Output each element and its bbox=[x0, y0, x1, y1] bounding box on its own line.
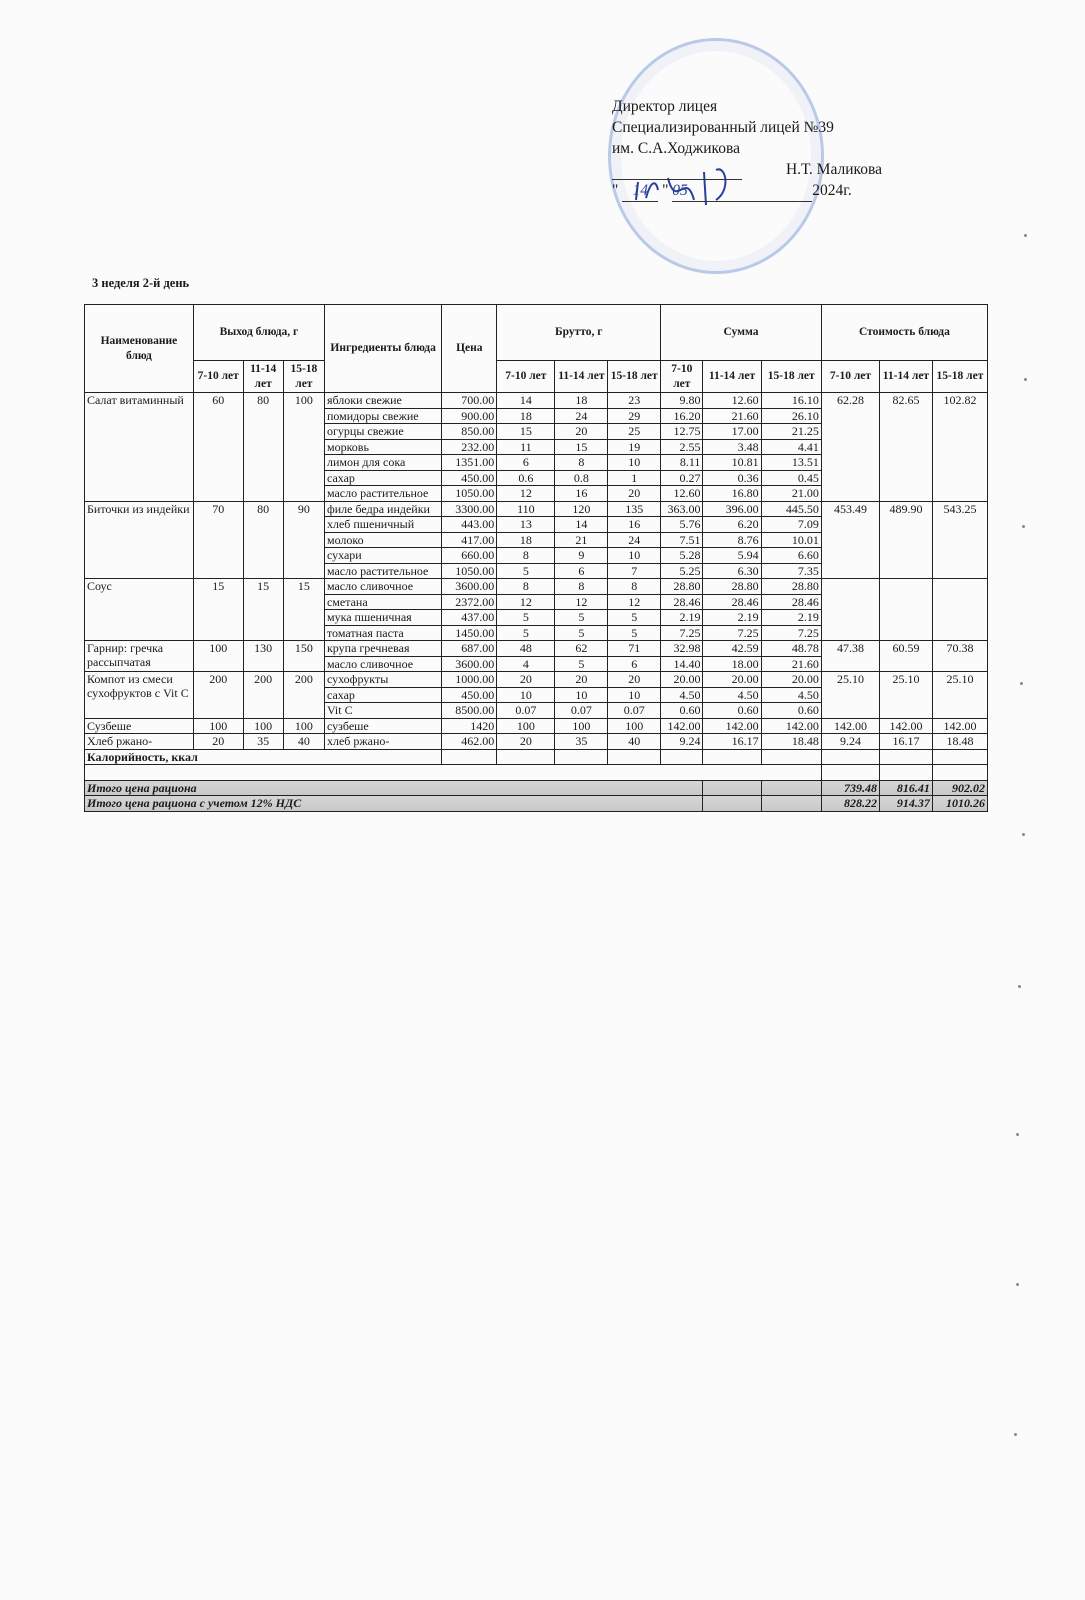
dish-output: 200 bbox=[283, 672, 324, 719]
brutto-value: 20 bbox=[608, 672, 661, 688]
sum-value: 7.25 bbox=[661, 625, 703, 641]
age-header: 15-18 лет bbox=[932, 361, 987, 393]
brutto-value: 7 bbox=[608, 563, 661, 579]
header-row-2 bbox=[85, 361, 988, 393]
sum-value: 142.00 bbox=[703, 718, 761, 734]
ingredient-price: 8500.00 bbox=[442, 703, 497, 719]
sum-value: 2.19 bbox=[703, 610, 761, 626]
dish-cost: 62.28 bbox=[821, 393, 879, 502]
brutto-value: 20 bbox=[608, 486, 661, 502]
ingredient-name: Vit C bbox=[324, 703, 441, 719]
brutto-value: 14 bbox=[497, 393, 555, 409]
sum-value: 28.46 bbox=[761, 594, 821, 610]
sum-value: 6.30 bbox=[703, 563, 761, 579]
sum-value: 5.25 bbox=[661, 563, 703, 579]
dish-cost: 25.10 bbox=[880, 672, 933, 719]
sum-value: 6.60 bbox=[761, 548, 821, 564]
brutto-value: 15 bbox=[555, 439, 608, 455]
scan-speck bbox=[1024, 378, 1027, 381]
scan-speck bbox=[1014, 1433, 1017, 1436]
brutto-value: 0.07 bbox=[497, 703, 555, 719]
ingredient-name: молоко bbox=[324, 532, 441, 548]
sum-value: 26.10 bbox=[761, 408, 821, 424]
approval-block bbox=[612, 96, 882, 202]
col-cost: Стоимость блюда bbox=[821, 305, 987, 361]
sum-value: 18.00 bbox=[703, 656, 761, 672]
brutto-value: 100 bbox=[555, 718, 608, 734]
sum-value: 3.48 bbox=[703, 439, 761, 455]
sum-value: 8.11 bbox=[661, 455, 703, 471]
sum-value: 20.00 bbox=[703, 672, 761, 688]
dish-cost: 25.10 bbox=[821, 672, 879, 719]
dish-cost: 16.17 bbox=[880, 734, 933, 750]
brutto-value: 12 bbox=[497, 486, 555, 502]
dish-output: 100 bbox=[283, 393, 324, 502]
ingredient-row bbox=[85, 501, 988, 517]
brutto-value: 20 bbox=[497, 672, 555, 688]
ingredient-row bbox=[85, 393, 988, 409]
sum-value: 21.25 bbox=[761, 424, 821, 440]
brutto-value: 9 bbox=[555, 548, 608, 564]
brutto-value: 120 bbox=[555, 501, 608, 517]
sum-value: 28.46 bbox=[703, 594, 761, 610]
ingredient-price: 1420 bbox=[442, 718, 497, 734]
brutto-value: 5 bbox=[608, 610, 661, 626]
sum-value: 28.80 bbox=[703, 579, 761, 595]
brutto-value: 0.07 bbox=[608, 703, 661, 719]
dish-cost: 9.24 bbox=[821, 734, 879, 750]
date-month: 05 bbox=[672, 180, 812, 202]
brutto-value: 19 bbox=[608, 439, 661, 455]
director-name: Н.Т. Маликова bbox=[785, 161, 882, 178]
dish-cost: 25.10 bbox=[932, 672, 987, 719]
col-output: Выход блюда, г bbox=[193, 305, 324, 361]
sum-value: 0.60 bbox=[661, 703, 703, 719]
brutto-value: 12 bbox=[497, 594, 555, 610]
sum-value: 9.80 bbox=[661, 393, 703, 409]
dish-output: 150 bbox=[283, 641, 324, 672]
sum-value: 12.75 bbox=[661, 424, 703, 440]
ingredient-price: 3300.00 bbox=[442, 501, 497, 517]
dish-name: Биточки из индейки bbox=[85, 501, 194, 579]
brutto-value: 10 bbox=[608, 455, 661, 471]
brutto-value: 18 bbox=[497, 408, 555, 424]
age-header: 11-14 лет bbox=[243, 361, 283, 393]
brutto-value: 25 bbox=[608, 424, 661, 440]
sum-value: 6.20 bbox=[703, 517, 761, 533]
ingredient-name: сухари bbox=[324, 548, 441, 564]
school-named-after: им. С.А.Ходжикова bbox=[612, 140, 741, 157]
ingredient-price: 1351.00 bbox=[442, 455, 497, 471]
dish-name: Салат витаминный bbox=[85, 393, 194, 502]
dish-output: 90 bbox=[283, 501, 324, 579]
total-vat-value: 1010.26 bbox=[932, 796, 987, 812]
dish-output: 80 bbox=[243, 501, 283, 579]
calories-label: Калорийность, ккал bbox=[85, 749, 442, 765]
brutto-value: 8 bbox=[555, 455, 608, 471]
spacer-row bbox=[85, 765, 988, 781]
brutto-value: 20 bbox=[555, 424, 608, 440]
ingredient-name: яблоки свежие bbox=[324, 393, 441, 409]
dish-cost: 453.49 bbox=[821, 501, 879, 579]
sum-value: 4.41 bbox=[761, 439, 821, 455]
scan-speck bbox=[1016, 1133, 1019, 1136]
ingredient-name: масло растительное bbox=[324, 486, 441, 502]
menu-body bbox=[85, 393, 988, 750]
dish-cost: 82.65 bbox=[880, 393, 933, 502]
brutto-value: 18 bbox=[497, 532, 555, 548]
ingredient-price: 660.00 bbox=[442, 548, 497, 564]
sum-value: 17.00 bbox=[703, 424, 761, 440]
brutto-value: 48 bbox=[497, 641, 555, 657]
menu-table bbox=[84, 304, 988, 812]
dish-output: 100 bbox=[243, 718, 283, 734]
brutto-value: 12 bbox=[608, 594, 661, 610]
sum-value: 2.55 bbox=[661, 439, 703, 455]
dish-output: 70 bbox=[193, 501, 243, 579]
sum-value: 0.45 bbox=[761, 470, 821, 486]
dish-cost: 18.48 bbox=[932, 734, 987, 750]
col-price: Цена bbox=[442, 305, 497, 393]
dish-output: 40 bbox=[283, 734, 324, 750]
ingredient-name: хлеб пшеничный bbox=[324, 517, 441, 533]
brutto-value: 14 bbox=[555, 517, 608, 533]
dish-cost: 70.38 bbox=[932, 641, 987, 672]
sum-value: 445.50 bbox=[761, 501, 821, 517]
age-header: 7-10 лет bbox=[497, 361, 555, 393]
sum-value: 142.00 bbox=[761, 718, 821, 734]
brutto-value: 16 bbox=[608, 517, 661, 533]
brutto-value: 5 bbox=[555, 610, 608, 626]
sum-value: 7.35 bbox=[761, 563, 821, 579]
sum-value: 363.00 bbox=[661, 501, 703, 517]
ingredient-name: масло растительное bbox=[324, 563, 441, 579]
brutto-value: 15 bbox=[497, 424, 555, 440]
total-value: 816.41 bbox=[880, 780, 933, 796]
brutto-value: 8 bbox=[497, 579, 555, 595]
dish-cost: 60.59 bbox=[880, 641, 933, 672]
brutto-value: 20 bbox=[497, 734, 555, 750]
sum-value: 21.60 bbox=[703, 408, 761, 424]
total-vat-label: Итого цена рациона с учетом 12% НДС bbox=[85, 796, 703, 812]
sum-value: 16.10 bbox=[761, 393, 821, 409]
dish-output: 200 bbox=[243, 672, 283, 719]
scan-speck bbox=[1016, 1283, 1019, 1286]
brutto-value: 5 bbox=[497, 625, 555, 641]
ingredient-price: 1050.00 bbox=[442, 486, 497, 502]
dish-cost: 543.25 bbox=[932, 501, 987, 579]
ingredient-row bbox=[85, 672, 988, 688]
brutto-value: 29 bbox=[608, 408, 661, 424]
sum-value: 7.25 bbox=[703, 625, 761, 641]
sum-value: 13.51 bbox=[761, 455, 821, 471]
brutto-value: 13 bbox=[497, 517, 555, 533]
sum-value: 0.27 bbox=[661, 470, 703, 486]
brutto-value: 40 bbox=[608, 734, 661, 750]
col-dish-name: Наименование блюд bbox=[85, 305, 194, 393]
age-header: 7-10 лет bbox=[193, 361, 243, 393]
age-header: 15-18 лет bbox=[283, 361, 324, 393]
brutto-value: 5 bbox=[497, 610, 555, 626]
brutto-value: 5 bbox=[555, 625, 608, 641]
brutto-value: 0.07 bbox=[555, 703, 608, 719]
brutto-value: 5 bbox=[608, 625, 661, 641]
ingredient-price: 450.00 bbox=[442, 470, 497, 486]
brutto-value: 8 bbox=[497, 548, 555, 564]
sum-value: 48.78 bbox=[761, 641, 821, 657]
brutto-value: 11 bbox=[497, 439, 555, 455]
ingredient-name: огурцы свежие bbox=[324, 424, 441, 440]
ingredient-price: 900.00 bbox=[442, 408, 497, 424]
sum-value: 4.50 bbox=[761, 687, 821, 703]
sum-value: 32.98 bbox=[661, 641, 703, 657]
sum-value: 7.51 bbox=[661, 532, 703, 548]
ingredient-price: 1000.00 bbox=[442, 672, 497, 688]
dish-output: 15 bbox=[193, 579, 243, 641]
week-title: 3 неделя 2-й день bbox=[92, 276, 190, 290]
dish-name: Соус bbox=[85, 579, 194, 641]
dish-output: 60 bbox=[193, 393, 243, 502]
dish-cost: 47.38 bbox=[821, 641, 879, 672]
sum-value: 0.60 bbox=[703, 703, 761, 719]
brutto-value: 1 bbox=[608, 470, 661, 486]
brutto-value: 24 bbox=[555, 408, 608, 424]
approval-date: " 14 " 05 2024г. bbox=[612, 180, 882, 202]
ingredient-name: сахар bbox=[324, 470, 441, 486]
total-vat-value: 828.22 bbox=[821, 796, 879, 812]
sum-value: 12.60 bbox=[661, 486, 703, 502]
brutto-value: 18 bbox=[555, 393, 608, 409]
brutto-value: 10 bbox=[608, 548, 661, 564]
brutto-value: 12 bbox=[555, 594, 608, 610]
sum-value: 4.50 bbox=[703, 687, 761, 703]
dish-output: 35 bbox=[243, 734, 283, 750]
ingredient-row bbox=[85, 734, 988, 750]
sum-value: 5.76 bbox=[661, 517, 703, 533]
dish-cost bbox=[821, 579, 879, 641]
brutto-value: 0.6 bbox=[497, 470, 555, 486]
brutto-value: 62 bbox=[555, 641, 608, 657]
brutto-value: 35 bbox=[555, 734, 608, 750]
sum-value: 16.20 bbox=[661, 408, 703, 424]
brutto-value: 100 bbox=[608, 718, 661, 734]
ingredient-name: лимон для сока bbox=[324, 455, 441, 471]
dish-output: 130 bbox=[243, 641, 283, 672]
sum-value: 4.50 bbox=[661, 687, 703, 703]
ingredient-name: хлеб ржано- bbox=[324, 734, 441, 750]
ingredient-price: 1050.00 bbox=[442, 563, 497, 579]
sum-value: 28.46 bbox=[661, 594, 703, 610]
total-vat-row bbox=[85, 796, 988, 812]
age-header: 11-14 лет bbox=[555, 361, 608, 393]
total-row bbox=[85, 780, 988, 796]
age-header: 15-18 лет bbox=[761, 361, 821, 393]
director-title: Директор лицея bbox=[612, 98, 718, 115]
brutto-value: 23 bbox=[608, 393, 661, 409]
brutto-value: 24 bbox=[608, 532, 661, 548]
total-value: 902.02 bbox=[932, 780, 987, 796]
age-header: 11-14 лет bbox=[880, 361, 933, 393]
brutto-value: 71 bbox=[608, 641, 661, 657]
brutto-value: 6 bbox=[608, 656, 661, 672]
dish-output: 80 bbox=[243, 393, 283, 502]
sum-value: 7.09 bbox=[761, 517, 821, 533]
age-header: 15-18 лет bbox=[608, 361, 661, 393]
brutto-value: 21 bbox=[555, 532, 608, 548]
sum-value: 10.81 bbox=[703, 455, 761, 471]
dish-cost bbox=[880, 579, 933, 641]
total-value: 739.48 bbox=[821, 780, 879, 796]
scan-speck bbox=[1022, 525, 1025, 528]
dish-cost: 489.90 bbox=[880, 501, 933, 579]
sum-value: 5.94 bbox=[703, 548, 761, 564]
dish-output: 15 bbox=[283, 579, 324, 641]
ingredient-row bbox=[85, 718, 988, 734]
sum-value: 9.24 bbox=[661, 734, 703, 750]
scan-speck bbox=[1018, 985, 1021, 988]
ingredient-name: томатная паста bbox=[324, 625, 441, 641]
ingredient-name: сузбеше bbox=[324, 718, 441, 734]
ingredient-name: морковь bbox=[324, 439, 441, 455]
dish-name: Хлеб ржано- bbox=[85, 734, 194, 750]
ingredient-name: крупа гречневая bbox=[324, 641, 441, 657]
total-label: Итого цена рациона bbox=[85, 780, 703, 796]
dish-cost: 102.82 bbox=[932, 393, 987, 502]
sum-value: 42.59 bbox=[703, 641, 761, 657]
dish-output: 20 bbox=[193, 734, 243, 750]
ingredient-price: 232.00 bbox=[442, 439, 497, 455]
sum-value: 5.28 bbox=[661, 548, 703, 564]
total-vat-value: 914.37 bbox=[880, 796, 933, 812]
sum-value: 16.17 bbox=[703, 734, 761, 750]
sum-value: 18.48 bbox=[761, 734, 821, 750]
ingredient-name: сметана bbox=[324, 594, 441, 610]
brutto-value: 10 bbox=[555, 687, 608, 703]
ingredient-price: 417.00 bbox=[442, 532, 497, 548]
ingredient-price: 3600.00 bbox=[442, 579, 497, 595]
school-name: Специализированный лицей №39 bbox=[612, 119, 834, 136]
brutto-value: 8 bbox=[555, 579, 608, 595]
dish-name: Гарнир: гречка рассыпчатая bbox=[85, 641, 194, 672]
ingredient-name: сухофрукты bbox=[324, 672, 441, 688]
ingredient-price: 700.00 bbox=[442, 393, 497, 409]
sum-value: 20.00 bbox=[661, 672, 703, 688]
sum-value: 21.00 bbox=[761, 486, 821, 502]
dish-name: Компот из смеси сухофруктов с Vit C bbox=[85, 672, 194, 719]
dish-cost bbox=[932, 579, 987, 641]
ingredient-name: помидоры свежие bbox=[324, 408, 441, 424]
brutto-value: 10 bbox=[608, 687, 661, 703]
ingredient-name: сахар bbox=[324, 687, 441, 703]
sum-value: 2.19 bbox=[661, 610, 703, 626]
sum-value: 0.60 bbox=[761, 703, 821, 719]
ingredient-name: масло сливочное bbox=[324, 579, 441, 595]
dish-output: 15 bbox=[243, 579, 283, 641]
dish-cost: 142.00 bbox=[821, 718, 879, 734]
ingredient-row bbox=[85, 579, 988, 595]
brutto-value: 6 bbox=[555, 563, 608, 579]
ingredient-price: 443.00 bbox=[442, 517, 497, 533]
ingredient-name: мука пшеничная bbox=[324, 610, 441, 626]
brutto-value: 5 bbox=[555, 656, 608, 672]
ingredient-price: 1450.00 bbox=[442, 625, 497, 641]
header-row-1 bbox=[85, 305, 988, 361]
sum-value: 7.25 bbox=[761, 625, 821, 641]
ingredient-row bbox=[85, 641, 988, 657]
brutto-value: 5 bbox=[497, 563, 555, 579]
age-header: 7-10 лет bbox=[661, 361, 703, 393]
brutto-value: 110 bbox=[497, 501, 555, 517]
brutto-value: 0.8 bbox=[555, 470, 608, 486]
col-ingredients: Ингредиенты блюда bbox=[324, 305, 441, 393]
ingredient-price: 850.00 bbox=[442, 424, 497, 440]
brutto-value: 16 bbox=[555, 486, 608, 502]
scan-speck bbox=[1022, 833, 1025, 836]
sum-value: 28.80 bbox=[661, 579, 703, 595]
ingredient-price: 2372.00 bbox=[442, 594, 497, 610]
brutto-value: 8 bbox=[608, 579, 661, 595]
dish-cost: 142.00 bbox=[880, 718, 933, 734]
col-brutto: Брутто, г bbox=[497, 305, 661, 361]
brutto-value: 20 bbox=[555, 672, 608, 688]
ingredient-price: 450.00 bbox=[442, 687, 497, 703]
brutto-value: 4 bbox=[497, 656, 555, 672]
ingredient-price: 3600.00 bbox=[442, 656, 497, 672]
date-year: 2024г. bbox=[812, 182, 852, 199]
ingredient-name: филе бедра индейки bbox=[324, 501, 441, 517]
sum-value: 396.00 bbox=[703, 501, 761, 517]
sum-value: 21.60 bbox=[761, 656, 821, 672]
sum-value: 16.80 bbox=[703, 486, 761, 502]
ingredient-price: 462.00 bbox=[442, 734, 497, 750]
dish-output: 200 bbox=[193, 672, 243, 719]
age-header: 11-14 лет bbox=[703, 361, 761, 393]
age-header: 7-10 лет bbox=[821, 361, 879, 393]
sum-value: 8.76 bbox=[703, 532, 761, 548]
ingredient-name: масло сливочное bbox=[324, 656, 441, 672]
dish-output: 100 bbox=[193, 641, 243, 672]
scan-speck bbox=[1024, 234, 1027, 237]
calories-row bbox=[85, 749, 988, 765]
dish-cost: 142.00 bbox=[932, 718, 987, 734]
signature-line bbox=[612, 159, 882, 180]
sum-value: 0.36 bbox=[703, 470, 761, 486]
sum-value: 28.80 bbox=[761, 579, 821, 595]
sum-value: 12.60 bbox=[703, 393, 761, 409]
sum-value: 142.00 bbox=[661, 718, 703, 734]
scan-speck bbox=[1020, 682, 1023, 685]
dish-name: Сузбеше bbox=[85, 718, 194, 734]
sum-value: 14.40 bbox=[661, 656, 703, 672]
brutto-value: 10 bbox=[497, 687, 555, 703]
ingredient-price: 687.00 bbox=[442, 641, 497, 657]
brutto-value: 100 bbox=[497, 718, 555, 734]
date-day: 14 bbox=[622, 180, 658, 202]
sum-value: 2.19 bbox=[761, 610, 821, 626]
brutto-value: 6 bbox=[497, 455, 555, 471]
dish-output: 100 bbox=[283, 718, 324, 734]
brutto-value: 135 bbox=[608, 501, 661, 517]
sum-value: 20.00 bbox=[761, 672, 821, 688]
ingredient-price: 437.00 bbox=[442, 610, 497, 626]
sum-value: 10.01 bbox=[761, 532, 821, 548]
col-sum: Сумма bbox=[661, 305, 822, 361]
dish-output: 100 bbox=[193, 718, 243, 734]
